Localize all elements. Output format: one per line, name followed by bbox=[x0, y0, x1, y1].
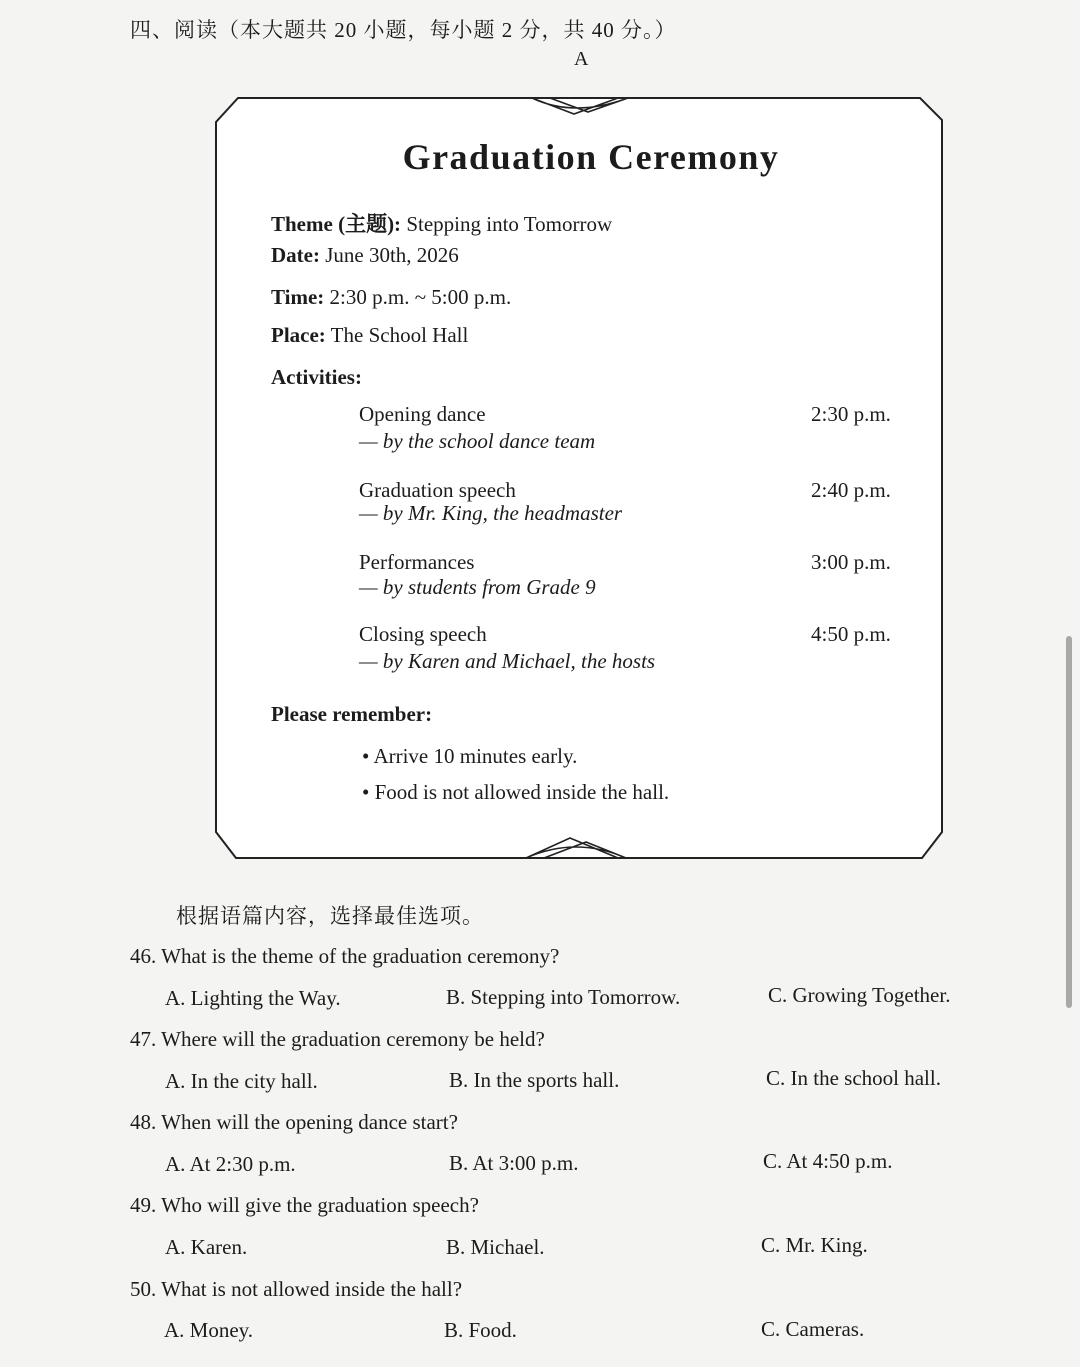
section-header: 四、阅读（本大题共 20 小题，每小题 2 分，共 40 分。） bbox=[130, 18, 677, 42]
rule-item: • Food is not allowed inside the hall. bbox=[362, 780, 670, 804]
activity-performer: — by students from Grade 9 bbox=[359, 575, 596, 599]
option-50-b: B. Food. bbox=[444, 1318, 517, 1342]
question-48: 48. When will the opening dance start? bbox=[130, 1110, 458, 1134]
question-49: 49. Who will give the graduation speech? bbox=[130, 1193, 479, 1217]
date-value: June 30th, 2026 bbox=[319, 243, 459, 267]
option-49-a: A. Karen. bbox=[165, 1235, 248, 1259]
option-48-c: C. At 4:50 p.m. bbox=[763, 1149, 893, 1173]
activity-time: 4:50 p.m. bbox=[811, 622, 891, 646]
option-50-c: C. Cameras. bbox=[761, 1317, 865, 1341]
option-49-c: C. Mr. King. bbox=[761, 1233, 868, 1257]
theme-line bbox=[271, 208, 612, 238]
instruction: 根据语篇内容，选择最佳选项。 bbox=[176, 904, 484, 928]
activity-time: 3:00 p.m. bbox=[811, 550, 891, 574]
activity-name: Performances bbox=[359, 550, 475, 574]
option-47-b: B. In the sports hall. bbox=[449, 1068, 620, 1092]
activity-performer: — by Karen and Michael, the hosts bbox=[359, 649, 656, 673]
activities-heading: Activities: bbox=[271, 365, 362, 389]
date-line bbox=[271, 243, 459, 268]
question-47: 47. Where will the graduation ceremony be held? bbox=[130, 1027, 545, 1051]
option-49-b: B. Michael. bbox=[446, 1235, 545, 1259]
question-46: 46. What is the theme of the graduation ceremony? bbox=[130, 944, 560, 968]
activity-name: Opening dance bbox=[359, 402, 486, 426]
time-line bbox=[271, 285, 511, 310]
option-46-b: B. Stepping into Tomorrow. bbox=[446, 985, 681, 1009]
poster-title: Graduation Ceremony bbox=[402, 137, 780, 177]
option-47-a: A. In the city hall. bbox=[165, 1069, 318, 1093]
option-50-a: A. Money. bbox=[164, 1318, 254, 1342]
activity-time: 2:40 p.m. bbox=[811, 478, 891, 502]
rule-item: • Arrive 10 minutes early. bbox=[362, 744, 578, 768]
remember-heading: Please remember: bbox=[271, 702, 433, 726]
option-47-c: C. In the school hall. bbox=[766, 1066, 941, 1090]
activity-time: 2:30 p.m. bbox=[811, 402, 891, 426]
theme-label: Theme (主题): bbox=[271, 212, 402, 236]
place-value: The School Hall bbox=[325, 323, 469, 347]
activity-name: Graduation speech bbox=[359, 478, 516, 502]
option-46-c: C. Growing Together. bbox=[768, 983, 951, 1007]
date-label: Date: bbox=[271, 243, 320, 267]
theme-value: Stepping into Tomorrow bbox=[401, 212, 613, 236]
activity-performer: — by Mr. King, the headmaster bbox=[359, 501, 623, 525]
passage-letter: A bbox=[574, 48, 589, 70]
question-50: 50. What is not allowed inside the hall? bbox=[130, 1277, 463, 1301]
option-48-a: A. At 2:30 p.m. bbox=[165, 1152, 296, 1176]
place-label: Place: bbox=[271, 323, 326, 347]
option-48-b: B. At 3:00 p.m. bbox=[449, 1151, 579, 1175]
time-label: Time: bbox=[271, 285, 325, 309]
place-line bbox=[271, 323, 468, 348]
activity-performer: — by the school dance team bbox=[359, 429, 596, 453]
scrollbar-thumb[interactable] bbox=[1066, 636, 1072, 1008]
time-value: 2:30 p.m. ~ 5:00 p.m. bbox=[324, 285, 512, 309]
option-46-a: A. Lighting the Way. bbox=[165, 986, 341, 1010]
activity-name: Closing speech bbox=[359, 622, 487, 646]
